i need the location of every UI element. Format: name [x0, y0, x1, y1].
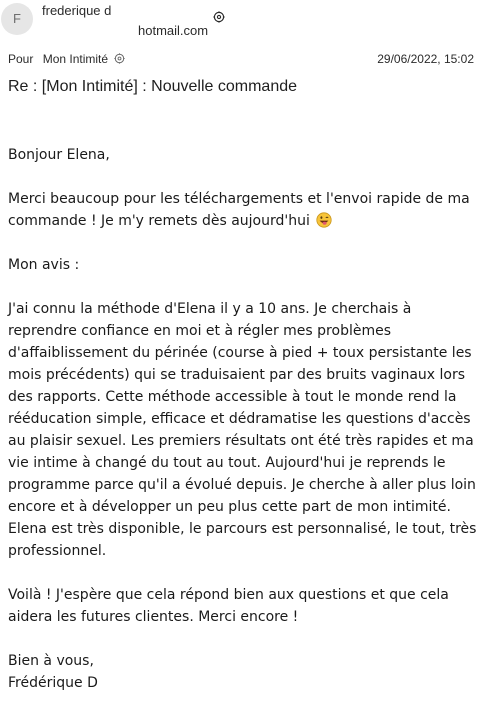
closing-note: Voilà ! J'espère que cela répond bien aux questions et que cela aidera les futures clientes. Merci encore ! — [8, 587, 449, 625]
recipient-label: Pour — [8, 52, 34, 66]
message-subject: Re : [Mon Intimité] : Nouvelle commande — [8, 78, 298, 95]
signoff: Bien à vous, — [8, 653, 94, 669]
sender-avatar[interactable] — [1, 3, 33, 35]
message-header — [0, 0, 482, 112]
gear-icon[interactable] — [114, 53, 125, 64]
review-paragraph: J'ai connu la méthode d'Elena il y a 10 ans. Je cherchais à reprendre confiance en moi et à régler mes problèmes d'affaiblissement du périnée (course à pied + toux persistante les mois précédents) qui se traduisaient par des bruits vaginaux lors des rapports. Cette méthode accessible à tout le monde rend la rééducation simple, efficace et dédramatise les questions d'accès au plaisir sexuel. Les premiers résultats ont été très rapides et ma vie intime à changé du tout au tout. Aujourd'hui je reprends le programme parce qu'il a évolué depuis. Je cherche à aller plus loin encore et à développer un peu plus cette part de mon intimité. Elena est très disponible, le parcours est personnalisé, le tout, très professionnel. — [8, 301, 477, 559]
sender-name: frederique d — [42, 3, 112, 18]
message-date: 29/06/2022, 15:02 — [377, 52, 474, 66]
avatar-letter: F — [13, 11, 21, 26]
review-heading: Mon avis : — [8, 257, 80, 273]
signature-block — [8, 650, 480, 694]
sender-info[interactable] — [42, 1, 208, 41]
greeting: Bonjour Elena, — [8, 147, 110, 163]
message-body — [8, 144, 480, 694]
thanks-paragraph — [8, 188, 480, 232]
grinning-tongue-emoji-icon — [316, 212, 332, 228]
sender-email: hotmail.com — [138, 23, 209, 38]
thanks-text: Merci beaucoup pour les téléchargements et l'envoi rapide de ma commande ! Je m'y remets dès aujourd'hui — [8, 191, 470, 229]
recipient-name[interactable]: Mon Intimité — [42, 52, 109, 66]
signature-name: Frédérique D — [8, 675, 98, 691]
recipient-row — [8, 51, 125, 67]
gear-icon[interactable] — [213, 11, 225, 23]
